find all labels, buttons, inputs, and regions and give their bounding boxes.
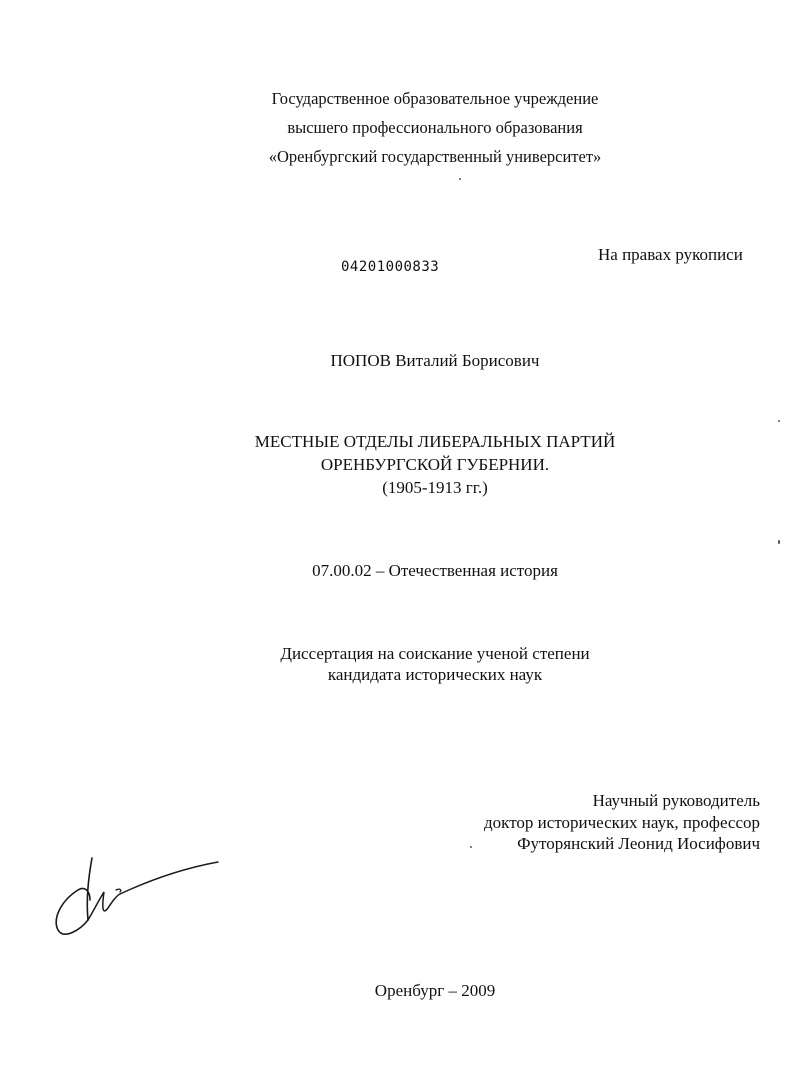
thesis-title-line-1: МЕСТНЫЕ ОТДЕЛЫ ЛИБЕРАЛЬНЫХ ПАРТИЙ	[254, 432, 616, 451]
author-name: ПОПОВ Виталий Борисович	[330, 351, 540, 370]
city-year: Оренбург – 2009	[374, 981, 496, 1000]
dissertation-line-2: кандидата исторических наук	[327, 665, 543, 684]
scan-speck	[459, 178, 461, 180]
supervisor-role: Научный руководитель	[592, 791, 760, 810]
specialty-code: 07.00.02 – Отечественная история	[312, 561, 558, 580]
dissertation-line-1: Диссертация на соискание ученой степени	[280, 644, 590, 663]
thesis-title-line-2: ОРЕНБУРГСКОЙ ГУБЕРНИИ.	[320, 455, 550, 474]
institution-line-3: «Оренбургский государственный университет»	[268, 147, 602, 166]
institution-line-2: высшего профессионального образования	[287, 118, 583, 137]
institution-line-1: Государственное образовательное учреждение	[271, 89, 599, 108]
manuscript-rights: На правах рукописи	[598, 245, 743, 264]
scan-speck	[470, 846, 472, 848]
author-signature	[50, 850, 225, 945]
scan-speck	[778, 420, 780, 422]
supervisor-name: Футорянский Леонид Иосифович	[517, 834, 760, 853]
thesis-title-years: (1905-1913 гг.)	[382, 478, 488, 497]
scan-speck	[778, 540, 780, 544]
supervisor-degree: доктор исторических наук, профессор	[484, 813, 760, 832]
document-number: 04201000833	[341, 259, 440, 275]
